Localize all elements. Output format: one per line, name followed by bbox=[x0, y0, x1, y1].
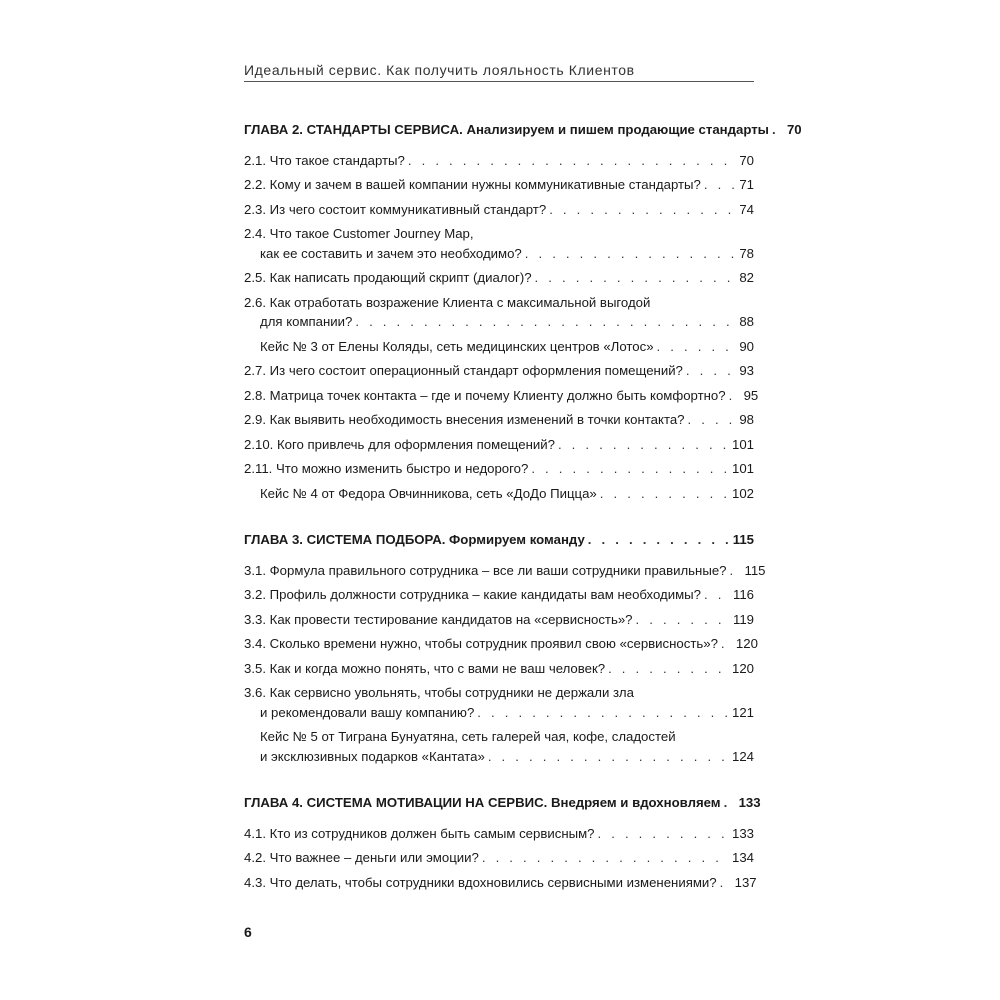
entry-title: 2.10. Кого привлечь для оформления помещений? bbox=[244, 436, 555, 452]
entry-page-number: 121 bbox=[731, 704, 754, 720]
running-head: Идеальный сервис. Как получить лояльность Клиентов bbox=[244, 62, 635, 78]
toc-entry[interactable] bbox=[244, 291, 754, 335]
entry-title: 4.3. Что делать, чтобы сотрудники вдохновились сервисными изменениями? bbox=[244, 874, 717, 890]
entry-title-line: 2.4. Что такое Customer Journey Map, bbox=[244, 226, 474, 241]
chapter-page-number: 70 bbox=[786, 122, 802, 137]
entry-page-number: 120 bbox=[731, 660, 754, 676]
entry-title: Кейс № 4 от Федора Овчинникова, сеть «ДоДо Пицца» bbox=[260, 485, 597, 501]
toc-entry[interactable] bbox=[244, 408, 754, 433]
entry-last-line bbox=[244, 310, 754, 335]
entry-title: 2.1. Что такое стандарты? bbox=[244, 152, 405, 168]
entry-title-line: и рекомендовали вашу компанию? bbox=[260, 704, 475, 720]
toc-entry[interactable] bbox=[244, 222, 754, 266]
chapter-title: ГЛАВА 3. СИСТЕМА ПОДБОРА. Формируем команду bbox=[244, 532, 585, 547]
toc-case-entry[interactable] bbox=[244, 725, 754, 769]
dot-leader bbox=[729, 559, 741, 584]
entry-page-number: 134 bbox=[731, 850, 754, 865]
dot-leader bbox=[588, 528, 730, 553]
entry-page-number: 93 bbox=[739, 363, 754, 378]
entry-page-number: 71 bbox=[739, 177, 754, 192]
entry-title: Кейс № 3 от Елены Коляды, сеть медицинских центров «Лотос» bbox=[260, 338, 654, 354]
toc-entry[interactable] bbox=[244, 559, 766, 584]
dot-leader bbox=[724, 791, 736, 816]
chapter-page-number: 133 bbox=[738, 795, 761, 810]
dot-leader bbox=[608, 657, 729, 682]
entry-page-number: 116 bbox=[732, 587, 754, 602]
dot-leader bbox=[600, 482, 729, 507]
entry-page-number: 119 bbox=[732, 611, 754, 627]
entry-title: 2.5. Как написать продающий скрипт (диалог)? bbox=[244, 270, 532, 285]
entry-title-line: 2.6. Как отработать возражение Клиента с максимальной выгодой bbox=[244, 294, 651, 310]
entry-page-number: 82 bbox=[739, 270, 754, 285]
dot-leader bbox=[688, 408, 737, 433]
toc-entry[interactable] bbox=[244, 173, 754, 198]
toc-entry[interactable] bbox=[244, 149, 754, 174]
entry-title-line: как ее составить и зачем это необходимо? bbox=[260, 245, 522, 261]
entry-page-number: 90 bbox=[739, 338, 754, 354]
dot-leader bbox=[686, 359, 736, 384]
toc-entry[interactable] bbox=[244, 359, 754, 384]
entry-page-number: 120 bbox=[735, 636, 758, 651]
toc-entry[interactable] bbox=[244, 266, 754, 291]
entry-title: 3.1. Формула правильного сотрудника – все ли ваши сотрудники правильные? bbox=[244, 562, 727, 578]
toc-entry[interactable] bbox=[244, 457, 754, 482]
dot-leader bbox=[729, 384, 741, 409]
book-page bbox=[244, 0, 802, 1000]
entry-title-line: Кейс № 5 от Тиграна Бунуатяна, сеть галерей чая, кофе, сладостей bbox=[260, 729, 676, 744]
entry-last-line bbox=[244, 242, 754, 267]
toc-entry[interactable] bbox=[244, 198, 754, 223]
entry-title: 4.1. Кто из сотрудников должен быть самым сервисным? bbox=[244, 825, 595, 841]
dot-leader bbox=[525, 242, 737, 267]
chapter-title: ГЛАВА 2. СТАНДАРТЫ СЕРВИСА. Анализируем и пишем продающие стандарты bbox=[244, 122, 769, 137]
entry-page-number: 95 bbox=[743, 387, 759, 403]
page-number: 6 bbox=[244, 924, 252, 940]
entry-title: 3.5. Как и когда можно понять, что с вами не ваш человек? bbox=[244, 660, 606, 676]
toc-entry[interactable] bbox=[244, 846, 754, 871]
toc-entry[interactable] bbox=[244, 822, 754, 847]
dot-leader bbox=[704, 173, 736, 198]
dot-leader bbox=[558, 433, 729, 458]
entry-page-number: 98 bbox=[739, 412, 754, 427]
dot-leader bbox=[477, 701, 729, 726]
table-of-contents bbox=[244, 118, 802, 895]
dot-leader bbox=[535, 266, 737, 291]
dot-leader bbox=[704, 583, 730, 608]
dot-leader bbox=[549, 198, 736, 223]
toc-chapter bbox=[244, 118, 802, 506]
entry-title: 4.2. Что важнее – деньги или эмоции? bbox=[244, 850, 479, 865]
entry-title: 2.9. Как выявить необходимость внесения изменений в точки контакта? bbox=[244, 412, 685, 427]
toc-entry[interactable] bbox=[244, 384, 759, 409]
entry-page-number: 101 bbox=[731, 461, 754, 476]
entry-page-number: 88 bbox=[739, 314, 754, 329]
toc-chapter bbox=[244, 528, 766, 769]
entry-page-number: 115 bbox=[744, 562, 766, 578]
entry-title: 2.3. Из чего состоит коммуникативный стандарт? bbox=[244, 201, 547, 217]
entry-title: 2.8. Матрица точек контакта – где и почему Клиенту должно быть комфортно? bbox=[244, 387, 726, 403]
entry-page-number: 74 bbox=[739, 201, 754, 217]
toc-case-entry[interactable] bbox=[244, 335, 754, 360]
dot-leader bbox=[720, 871, 732, 896]
entry-last-line bbox=[244, 745, 754, 770]
toc-chapter-heading[interactable] bbox=[244, 118, 802, 143]
entry-page-number: 78 bbox=[739, 245, 754, 261]
entry-title: 2.7. Из чего состоит операционный стандарт оформления помещений? bbox=[244, 363, 683, 378]
dot-leader bbox=[597, 822, 729, 847]
toc-case-entry[interactable] bbox=[244, 482, 754, 507]
dot-leader bbox=[482, 846, 729, 871]
dot-leader bbox=[721, 632, 733, 657]
toc-chapter-heading[interactable] bbox=[244, 791, 761, 816]
toc-entry[interactable] bbox=[244, 632, 758, 657]
entry-page-number: 102 bbox=[731, 485, 754, 501]
dot-leader bbox=[636, 608, 730, 633]
entry-title: 2.2. Кому и зачем в вашей компании нужны коммуникативные стандарты? bbox=[244, 177, 701, 192]
header-rule bbox=[244, 81, 754, 82]
entry-last-line bbox=[244, 701, 754, 726]
dot-leader bbox=[531, 457, 729, 482]
toc-entry[interactable] bbox=[244, 681, 754, 725]
entry-title: 2.11. Что можно изменить быстро и недорого? bbox=[244, 461, 529, 476]
entry-page-number: 70 bbox=[739, 152, 754, 168]
chapter-page-number: 115 bbox=[732, 532, 754, 547]
toc-chapter-heading[interactable] bbox=[244, 528, 754, 553]
dot-leader bbox=[488, 745, 729, 770]
entry-page-number: 101 bbox=[731, 436, 754, 452]
entry-title-line: для компании? bbox=[260, 314, 353, 329]
entry-title: 3.4. Сколько времени нужно, чтобы сотрудник проявил свою «сервисность»? bbox=[244, 636, 718, 651]
toc-entry[interactable] bbox=[244, 608, 754, 633]
entry-page-number: 124 bbox=[731, 748, 754, 764]
entry-page-number: 137 bbox=[734, 874, 757, 890]
dot-leader bbox=[772, 118, 784, 143]
entry-title: 3.2. Профиль должности сотрудника – какие кандидаты вам необходимы? bbox=[244, 587, 701, 602]
toc-entry[interactable] bbox=[244, 433, 754, 458]
toc-entry[interactable] bbox=[244, 871, 757, 896]
dot-leader bbox=[355, 310, 736, 335]
toc-entry[interactable] bbox=[244, 657, 754, 682]
entry-title-line: 3.6. Как сервисно увольнять, чтобы сотрудники не держали зла bbox=[244, 685, 634, 700]
toc-entry[interactable] bbox=[244, 583, 754, 608]
entry-page-number: 133 bbox=[731, 825, 754, 841]
dot-leader bbox=[657, 335, 737, 360]
entry-title: 3.3. Как провести тестирование кандидатов на «сервисность»? bbox=[244, 611, 633, 627]
dot-leader bbox=[408, 149, 736, 174]
toc-chapter bbox=[244, 791, 761, 895]
chapter-title: ГЛАВА 4. СИСТЕМА МОТИВАЦИИ НА СЕРВИС. Внедряем и вдохновляем bbox=[244, 795, 721, 810]
entry-title-line: и эксклюзивных подарков «Кантата» bbox=[260, 748, 485, 764]
